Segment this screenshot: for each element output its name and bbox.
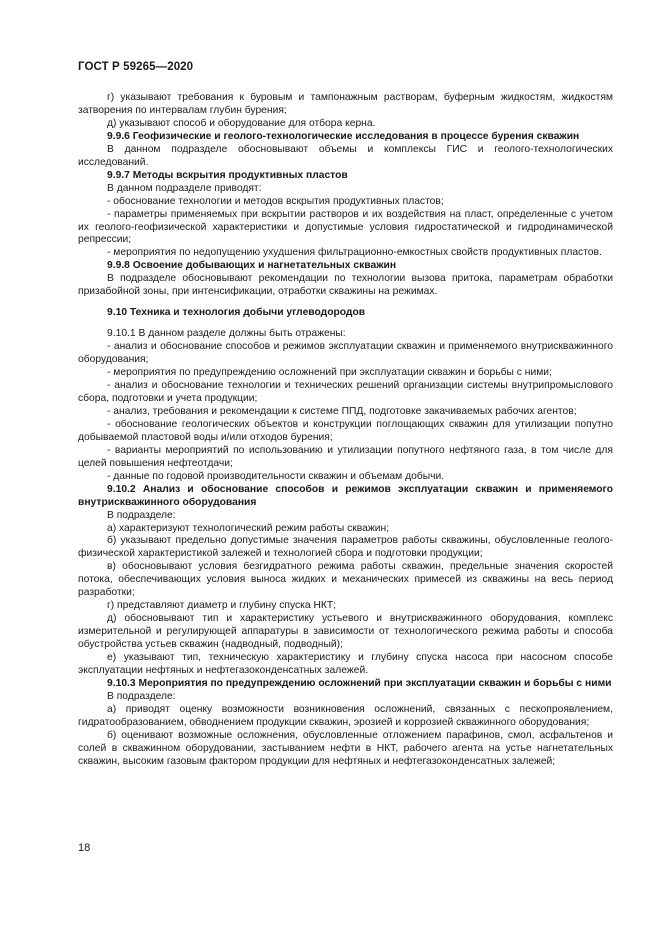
page-number: 18 — [78, 842, 91, 854]
section-heading: 9.10.2 Анализ и обоснование способов и режимов эксплуатации скважин и применяемого внутрискважинного оборудования — [78, 483, 613, 508]
paragraph: а) приводят оценку возможности возникновения осложнений, связанных с пескопроявлением, гидратообразованием, обводнением продукции скважин, эрозией и коррозией скважинного оборудования; — [78, 703, 613, 728]
paragraph: г) представляют диаметр и глубину спуска НКТ; — [107, 600, 337, 612]
paragraph: - обоснование геологических объектов и конструкции поглощающих скважин для утилизации попутно добываемой пластовой воды и/или отходов бурения; — [78, 418, 613, 443]
paragraph: - анализ и обоснование способов и режимов эксплуатации скважин и применяемого внутрискважинного оборудования; — [78, 341, 613, 366]
paragraph: - мероприятия по недопущению ухудшения фильтрационно-емкостных свойств продуктивных пластов. — [107, 247, 602, 259]
paragraph: в) обосновывают условия безгидратного режима работы скважин, предельные значения скоростей потока, обеспечивающих условия выноса жидких и механических примесей из скважины на весь период разработки; — [78, 561, 613, 599]
section-heading: 9.9.8 Освоение добывающих и нагнетательных скважин — [107, 260, 397, 272]
paragraph: д) указывают способ и оборудование для отбора керна. — [107, 117, 376, 129]
section-heading: 9.9.6 Геофизические и геолого-технологические исследования в процессе бурения скважин — [107, 130, 580, 142]
paragraph: В подразделе: — [107, 690, 176, 702]
paragraph: - обоснование технологии и методов вскрытия продуктивных пластов; — [107, 195, 444, 207]
paragraph: д) обосновывают тип и характеристику устьевого и внутрискважинного оборудования, комплекс измерительной и регулирующей аппаратуры в зависимости от технологического режима работы и способа обустройства устьев скважин (надводный, подводный); — [78, 613, 613, 651]
document-body — [78, 92, 613, 769]
paragraph: - мероприятия по предупреждению осложнений при эксплуатации скважин и борьбы с ними; — [107, 367, 552, 379]
paragraph: б) оценивают возможные осложнения, обусловленные отложением парафинов, смол, асфальтенов и солей в скважинном оборудовании, застыванием нефти в НКТ, рабочего агента на устье нагнетательных скважин, высоким газовым фактором продукции для нефтяных и нефтегазоконденсатных залежей; — [78, 729, 613, 767]
paragraph: - анализ, требования и рекомендации к системе ППД, подготовке закачиваемых рабочих агентов; — [107, 405, 577, 417]
paragraph: г) указывают требования к буровым и тампонажным растворам, буферным жидкостям, жидкостям затворения по интервалам глубин бурения; — [78, 92, 613, 116]
paragraph: 9.10.1 В данном разделе должны быть отражены: — [107, 328, 346, 340]
paragraph: - анализ и обоснование технологии и технических решений организации системы внутрипромыслового сбора, подготовки и учета продукции; — [78, 380, 613, 404]
paragraph: а) характеризуют технологический режим работы скважин; — [107, 522, 390, 534]
paragraph: б) указывают предельно допустимые значения параметров работы скважины, обусловленные геолого-физической характеристикой залежей и технологией сбора и подготовки продукции; — [78, 535, 613, 560]
section-heading: 9.10 Техника и технология добычи углеводородов — [107, 307, 366, 319]
paragraph: - данные по годовой производительности скважин и объемам добычи. — [107, 470, 445, 482]
section-heading: 9.9.7 Методы вскрытия продуктивных пластов — [107, 169, 348, 181]
paragraph: - параметры применяемых при вскрытии растворов и их воздействия на пласт, определенные с учетом их геолого-геофизической характеристики и допустимые условия гидростатической и гидродинамической репрессии; — [78, 208, 613, 246]
paragraph: В данном подразделе приводят: — [107, 182, 262, 194]
section-heading: 9.10.3 Мероприятия по предупреждению осложнений при эксплуатации скважин и борьбы с ними — [107, 677, 612, 689]
paragraph: В подразделе обосновывают рекомендации по технологии вызова притока, параметрам обработки призабойной зоны, при интенсификации, отработки скважины на режимах. — [78, 273, 613, 298]
paragraph: - варианты мероприятий по использованию и утилизации попутного нефтяного газа, в том числе для целей повышения нефтеотдачи; — [78, 444, 613, 469]
paragraph: В подразделе: — [107, 509, 176, 521]
paragraph: е) указывают тип, техническую характеристику и глубину спуска насоса при насосном способе эксплуатации нефтяных и нефтегазоконденсатных залежей. — [78, 652, 613, 676]
paragraph: В данном подразделе обосновывают объемы и комплексы ГИС и геолого-технологических исследований. — [78, 143, 613, 168]
document-header: ГОСТ Р 59265—2020 — [78, 61, 194, 73]
